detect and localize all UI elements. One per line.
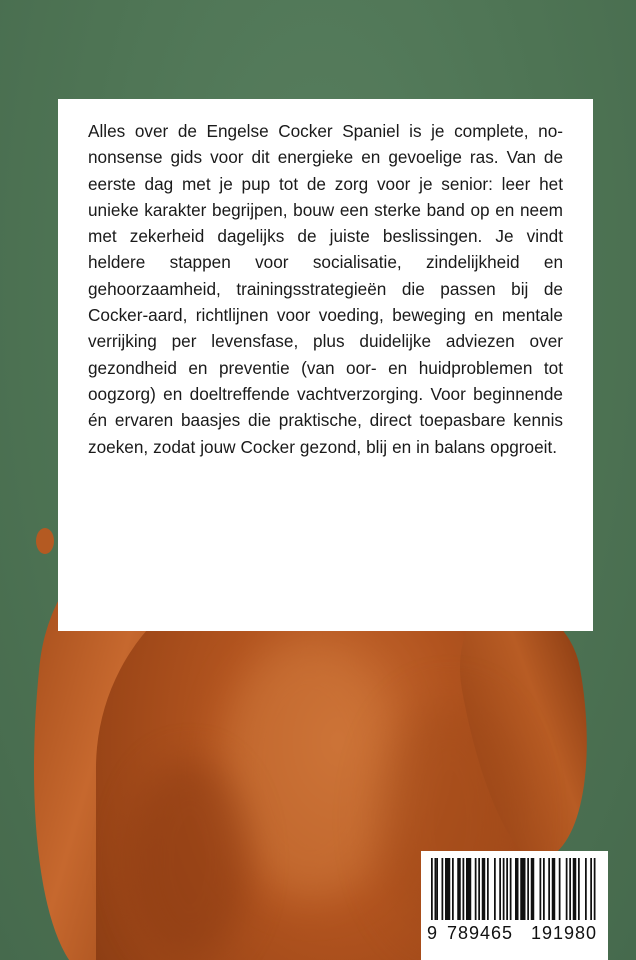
barcode-bars	[429, 858, 601, 920]
barcode-bar	[466, 858, 471, 920]
barcode-bar	[594, 858, 596, 920]
barcode-bar	[494, 858, 496, 920]
barcode-bar	[552, 858, 556, 920]
barcode-bar	[475, 858, 477, 920]
barcode-bar	[435, 858, 437, 920]
barcode-bar	[482, 858, 486, 920]
barcode-bar	[436, 858, 438, 920]
barcode-bar	[506, 858, 508, 920]
isbn-barcode	[421, 851, 608, 960]
barcode-bar	[569, 858, 571, 920]
barcode-bar	[442, 858, 444, 920]
barcode-bar	[510, 858, 512, 920]
barcode-bar	[548, 858, 550, 920]
barcode-bar	[452, 858, 454, 920]
barcode-bar	[585, 858, 587, 920]
barcode-bar	[520, 858, 525, 920]
barcode-bar	[515, 858, 519, 920]
barcode-bar	[503, 858, 505, 920]
barcode-bar	[559, 858, 561, 920]
barcode-bar	[527, 858, 529, 920]
barcode-bar	[431, 858, 433, 920]
barcode-bar	[463, 858, 465, 920]
barcode-bar	[540, 858, 542, 920]
barcode-bar	[531, 858, 535, 920]
barcode-group-right: 191980	[531, 923, 598, 943]
barcode-bar	[543, 858, 545, 920]
barcode-bar	[457, 858, 461, 920]
barcode-group-left: 789465	[447, 923, 514, 943]
blurb-panel	[58, 99, 593, 631]
barcode-bar	[578, 858, 580, 920]
barcode-lead-digit: 9	[427, 923, 439, 943]
barcode-bar	[478, 858, 480, 920]
blurb-text: Alles over de Engelse Cocker Spaniel is je complete, no-nonsense gids voor dit energieke en gevoelige ras. Van de eerste dag met je pup tot de zorg voor je senior: leer het unieke karakter begrijpen, bouw een sterke band op en neem met zekerheid dagelijks de juiste beslissingen. Je vindt heldere stappen voor socialisatie, zindelijkheid en gehoorzaamheid, trainingsstrategieën die passen bij de Cocker-aard, richtlijnen voor voeding, beweging en mentale verrijking per levensfase, plus duidelijke adviezen over gezondheid en preventie (van oor- en huidproblemen tot oogzorg) en doeltreffende vachtverzorging. Voor beginnende én ervaren baasjes die praktische, direct toepasbare kennis zoeken, zodat jouw Cocker gezond, blij en in balans opgroeit.	[88, 121, 563, 457]
barcode-bar	[487, 858, 489, 920]
fur-shadow	[130, 760, 250, 960]
barcode-bar	[573, 858, 577, 920]
barcode-bar	[590, 858, 592, 920]
barcode-bar	[445, 858, 450, 920]
barcode-bar	[566, 858, 568, 920]
barcode-bar	[499, 858, 501, 920]
fur-tuft	[36, 528, 54, 554]
